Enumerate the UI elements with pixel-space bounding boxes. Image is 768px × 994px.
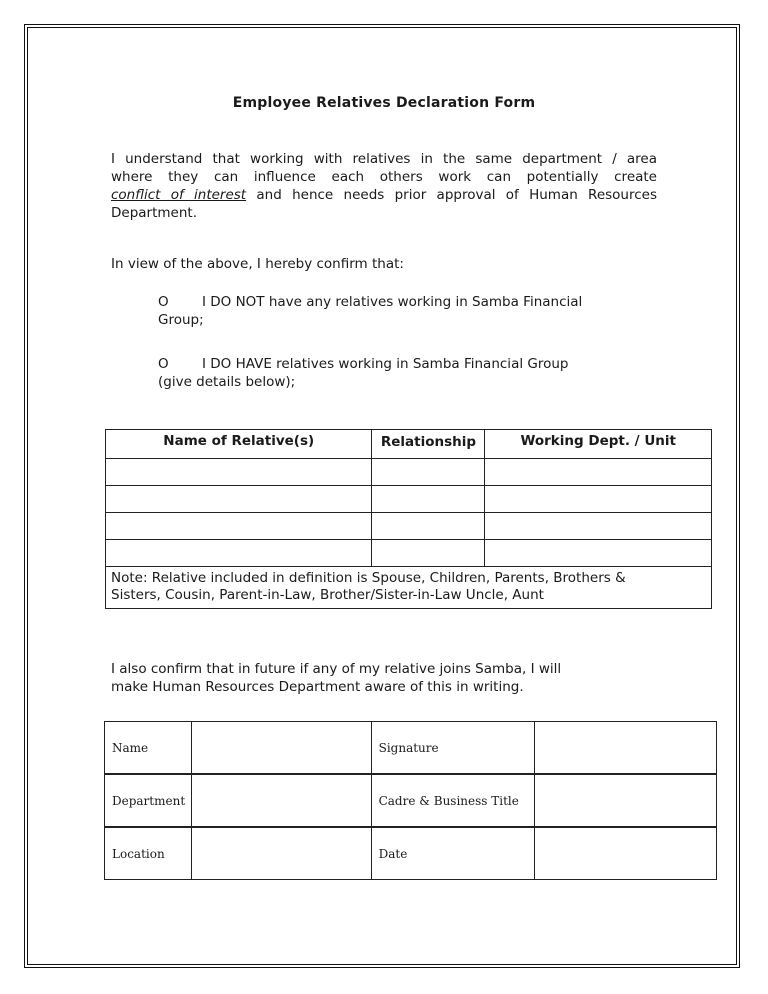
signature-table xyxy=(104,721,717,880)
future-line-1: I also confirm that in future if any of my relative joins Samba, I will xyxy=(111,661,562,677)
signature-field[interactable] xyxy=(535,722,717,775)
relative-name-cell[interactable] xyxy=(106,513,372,540)
relative-name-cell[interactable] xyxy=(106,486,372,513)
form-title: Employee Relatives Declaration Form xyxy=(232,95,536,111)
radio-circle-icon[interactable]: O xyxy=(158,356,169,372)
relationship-cell[interactable] xyxy=(372,513,485,540)
intro-line-3 xyxy=(111,186,657,204)
future-confirmation xyxy=(111,660,657,696)
header-relationship-text: Relationship xyxy=(380,434,477,450)
table-row xyxy=(106,486,712,513)
option-no-relatives-line-1: I DO NOT have any relatives working in Samba Financial xyxy=(202,294,583,310)
intro-line-1: I understand that working with relatives in the same department / area xyxy=(111,151,657,167)
cadre-field[interactable] xyxy=(535,774,717,827)
date-label: Date xyxy=(371,827,535,880)
signature-label: Signature xyxy=(371,722,535,775)
date-field[interactable] xyxy=(535,827,717,880)
working-dept-cell[interactable] xyxy=(485,486,712,513)
option-have-relatives-line-1: I DO HAVE relatives working in Samba Financial Group xyxy=(202,356,569,372)
table-row xyxy=(105,827,717,880)
option-no-relatives[interactable] xyxy=(158,293,638,329)
radio-circle-icon[interactable]: O xyxy=(158,294,169,310)
relationship-cell[interactable] xyxy=(372,540,485,567)
working-dept-cell[interactable] xyxy=(485,540,712,567)
cadre-label: Cadre & Business Title xyxy=(371,774,535,827)
name-field[interactable] xyxy=(191,722,371,775)
table-row xyxy=(105,722,717,775)
location-label: Location xyxy=(105,827,192,880)
intro-line-2: where they can influence each others work can potentially create xyxy=(111,169,657,185)
table-row xyxy=(106,459,712,486)
department-label: Department xyxy=(105,774,192,827)
relationship-cell[interactable] xyxy=(372,459,485,486)
note-line-2: Sisters, Cousin, Parent-in-Law, Brother/Sister-in-Law Uncle, Aunt xyxy=(111,587,544,603)
note-line-1: Note: Relative included in definition is Spouse, Children, Parents, Brothers & xyxy=(111,570,626,586)
option-no-relatives-line-2: Group; xyxy=(158,312,204,328)
relationship-cell[interactable] xyxy=(372,486,485,513)
location-field[interactable] xyxy=(191,827,371,880)
header-name-of-relatives: Name of Relative(s) xyxy=(106,430,372,459)
name-label: Name xyxy=(105,722,192,775)
table-row xyxy=(105,774,717,827)
conflict-of-interest-term: conflict of interest xyxy=(111,187,247,203)
intro-paragraph xyxy=(111,150,657,222)
intro-line-3-rest: and hence needs prior approval of Human Resources xyxy=(246,187,658,203)
working-dept-cell[interactable] xyxy=(485,513,712,540)
working-dept-cell[interactable] xyxy=(485,459,712,486)
option-have-relatives[interactable] xyxy=(158,355,638,391)
header-relationship xyxy=(372,430,485,459)
confirm-lead: In view of the above, I hereby confirm that: xyxy=(111,256,404,272)
relative-name-cell[interactable] xyxy=(106,459,372,486)
note-row xyxy=(106,567,712,609)
department-field[interactable] xyxy=(191,774,371,827)
header-working-dept: Working Dept. / Unit xyxy=(485,430,712,459)
intro-line-4: Department. xyxy=(111,205,197,221)
option-have-relatives-line-2: (give details below); xyxy=(158,374,296,390)
relative-name-cell[interactable] xyxy=(106,540,372,567)
relatives-table xyxy=(105,429,712,609)
table-row xyxy=(106,540,712,567)
relative-definition-note xyxy=(106,567,712,609)
relatives-table-header xyxy=(106,430,712,459)
table-row xyxy=(106,513,712,540)
future-line-2: make Human Resources Department aware of this in writing. xyxy=(111,679,524,695)
